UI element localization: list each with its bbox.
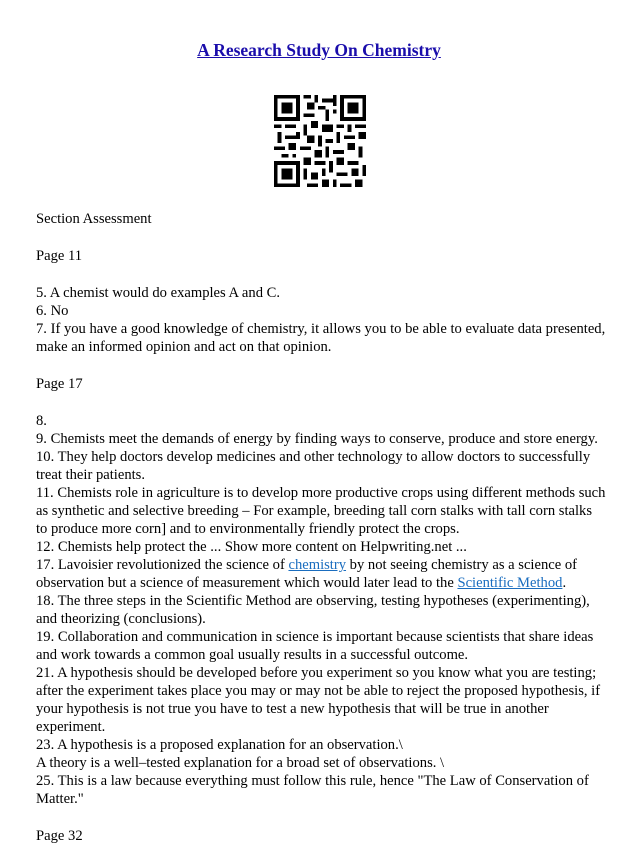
document-body [36, 210, 606, 845]
qr-code-icon [274, 95, 366, 187]
theory-definition: A theory is a well–tested explanation for a broad set of observations. \ [36, 755, 445, 771]
document-title-link[interactable]: A Research Study On Chemistry [197, 40, 441, 60]
answer-17-part2: by not seeing chemistry as a science of observation but a science of measurement which would later lead to the [36, 557, 578, 591]
answer-11: 11. Chemists role in agriculture is to develop more productive crops using different methods such as synthetic and selective breeding – For example, breeding tall corn stalks with tall corn stalks to produce more corn] and to environmentally friendly protect the crops. [36, 485, 606, 537]
answer-8: 8. [36, 413, 47, 429]
scientific-method-link[interactable]: Scientific Method [457, 575, 563, 591]
answer-10: 10. They help doctors develop medicines and other technology to allow doctors to successfully treat their patients. [36, 449, 591, 483]
answer-18: 18. The three steps in the Scientific Method are observing, testing hypotheses (experimenting), and theorizing (conclusions). [36, 593, 590, 627]
answer-9: 9. Chemists meet the demands of energy by finding ways to conserve, produce and store energy. [36, 431, 598, 447]
answer-21: 21. A hypothesis should be developed before you experiment so you know what you are testing; after the experiment takes place you may or may not be able to reject the proposed hypothesis, if your hypothesis is not true you have to test a new hypothesis that will be true in another experiment. [36, 665, 601, 735]
answer-12: 12. Chemists help protect the ... Show more content on Helpwriting.net ... [36, 539, 467, 555]
answer-17-part3: . [562, 575, 567, 591]
answer-19: 19. Collaboration and communication in science is important because scientists that share ideas and work towards a common goal usually results in a successful outcome. [36, 629, 594, 663]
answer-17-part1: 17. Lavoisier revolutionized the science of [36, 557, 289, 573]
page-label-17: Page 17 [36, 376, 83, 392]
chemistry-link[interactable]: chemistry [288, 557, 347, 573]
answer-5: 5. A chemist would do examples A and C. [36, 285, 281, 301]
answer-6: 6. No [36, 303, 69, 319]
answer-25: 25. This is a law because everything must follow this rule, hence "The Law of Conservation of Matter." [36, 773, 589, 807]
answer-7: 7. If you have a good knowledge of chemistry, it allows you to be able to evaluate data presented, make an informed opinion and act on that opinion. [36, 321, 606, 355]
page-label-11: Page 11 [36, 248, 83, 264]
page-label-32: Page 32 [36, 828, 83, 844]
answer-23: 23. A hypothesis is a proposed explanation for an observation.\ [36, 737, 403, 753]
answer-17 [36, 556, 606, 592]
section-heading: Section Assessment [36, 211, 152, 227]
title-wrap [0, 40, 638, 61]
